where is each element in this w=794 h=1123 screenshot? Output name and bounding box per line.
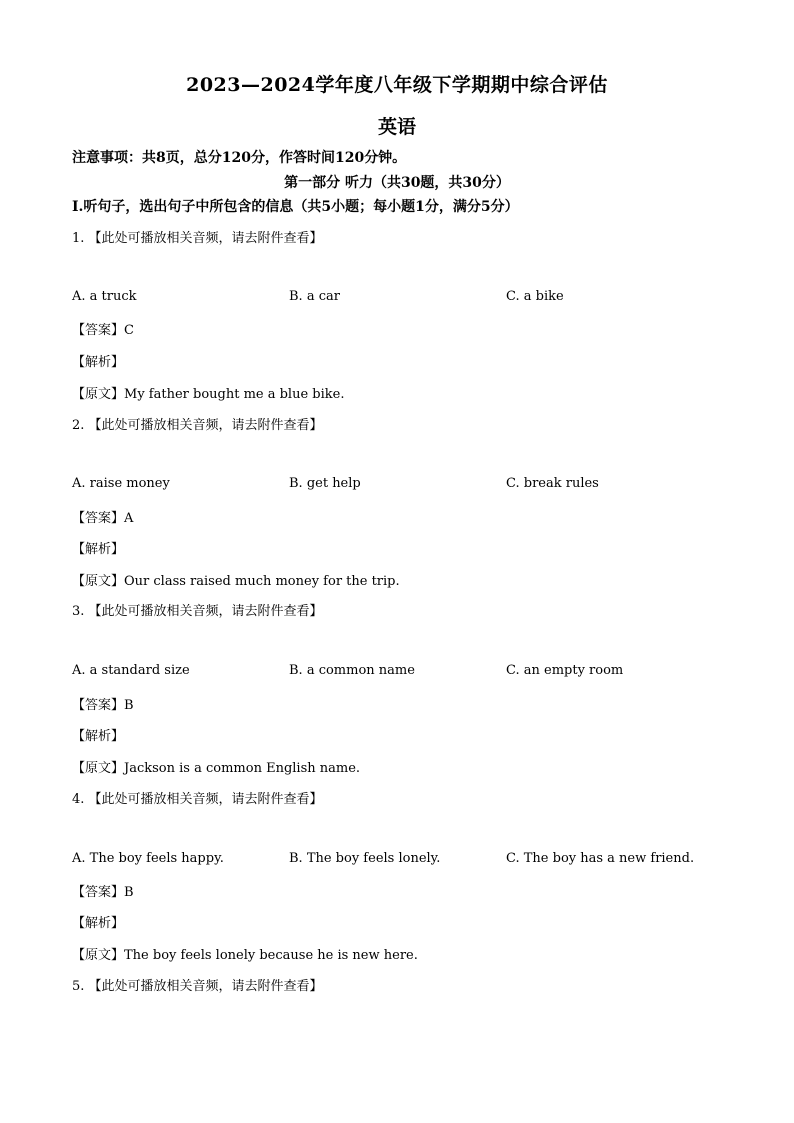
question-4-original xyxy=(72,944,418,963)
audio-prompt: 【此处可播放相关音频，请去附件查看】 xyxy=(88,418,323,433)
original-label: 【原文】 xyxy=(72,387,125,402)
question-2-option-a: A. raise money xyxy=(72,476,170,491)
question-1-option-b: B. a car xyxy=(289,289,340,304)
audio-prompt: 【此处可播放相关音频，请去附件查看】 xyxy=(88,231,323,246)
question-1-answer xyxy=(72,319,134,338)
question-4-option-c: C. The boy has a new friend. xyxy=(506,851,695,866)
question-number: 2. xyxy=(72,418,85,433)
question-1-option-a: A. a truck xyxy=(72,289,137,304)
answer-value: B xyxy=(124,885,134,900)
question-1-original xyxy=(72,383,344,402)
answer-label: 【答案】 xyxy=(72,323,125,338)
exam-subject: 英语 xyxy=(377,116,416,138)
question-4-option-a: A. The boy feels happy. xyxy=(72,851,224,866)
original-text: My father bought me a blue bike. xyxy=(124,387,345,402)
question-3-original xyxy=(72,757,360,776)
question-number: 4. xyxy=(72,792,85,807)
question-2-analysis: 【解析】 xyxy=(72,542,125,557)
question-4-analysis: 【解析】 xyxy=(72,916,125,931)
answer-label: 【答案】 xyxy=(72,511,125,526)
answer-value: B xyxy=(124,698,134,713)
audio-prompt: 【此处可播放相关音频，请去附件查看】 xyxy=(88,979,323,994)
original-text: Jackson is a common English name. xyxy=(124,761,361,776)
question-2-answer xyxy=(72,507,133,526)
question-1-option-c: C. a bike xyxy=(506,289,564,304)
original-text: Our class raised much money for the trip. xyxy=(124,574,400,589)
answer-value: A xyxy=(124,511,134,526)
question-5-prompt xyxy=(72,975,323,994)
question-number: 5. xyxy=(72,979,85,994)
question-number: 3. xyxy=(72,604,85,619)
question-2-option-b: B. get help xyxy=(289,476,361,491)
question-4-answer xyxy=(72,881,134,900)
question-2-prompt xyxy=(72,414,323,433)
audio-prompt: 【此处可播放相关音频，请去附件查看】 xyxy=(88,604,323,619)
original-label: 【原文】 xyxy=(72,948,125,963)
question-1-analysis: 【解析】 xyxy=(72,355,125,370)
audio-prompt: 【此处可播放相关音频，请去附件查看】 xyxy=(88,792,323,807)
question-3-answer xyxy=(72,694,134,713)
question-2-option-c: C. break rules xyxy=(506,476,599,491)
question-3-analysis: 【解析】 xyxy=(72,729,125,744)
original-text: The boy feels lonely because he is new here. xyxy=(124,948,418,963)
section-heading: I.听句子，选出句子中所包含的信息（共5小题；每小题1分，满分5分） xyxy=(72,199,519,215)
answer-label: 【答案】 xyxy=(72,885,125,900)
question-3-option-b: B. a common name xyxy=(289,663,415,678)
exam-title: 2023—2024学年度八年级下学期期中综合评估 xyxy=(186,74,608,96)
original-label: 【原文】 xyxy=(72,761,125,776)
original-label: 【原文】 xyxy=(72,574,125,589)
exam-notice: 注意事项：共8页，总分120分，作答时间120分钟。 xyxy=(72,150,407,166)
answer-label: 【答案】 xyxy=(72,698,125,713)
part-heading: 第一部分 听力（共30题，共30分） xyxy=(284,175,510,191)
answer-value: C xyxy=(124,323,134,338)
question-4-prompt xyxy=(72,788,323,807)
question-2-original xyxy=(72,570,400,589)
question-number: 1. xyxy=(72,231,85,246)
question-1-prompt xyxy=(72,227,323,246)
question-3-option-a: A. a standard size xyxy=(72,663,190,678)
question-3-prompt xyxy=(72,600,323,619)
question-3-option-c: C. an empty room xyxy=(506,663,624,678)
question-4-option-b: B. The boy feels lonely. xyxy=(289,851,441,866)
